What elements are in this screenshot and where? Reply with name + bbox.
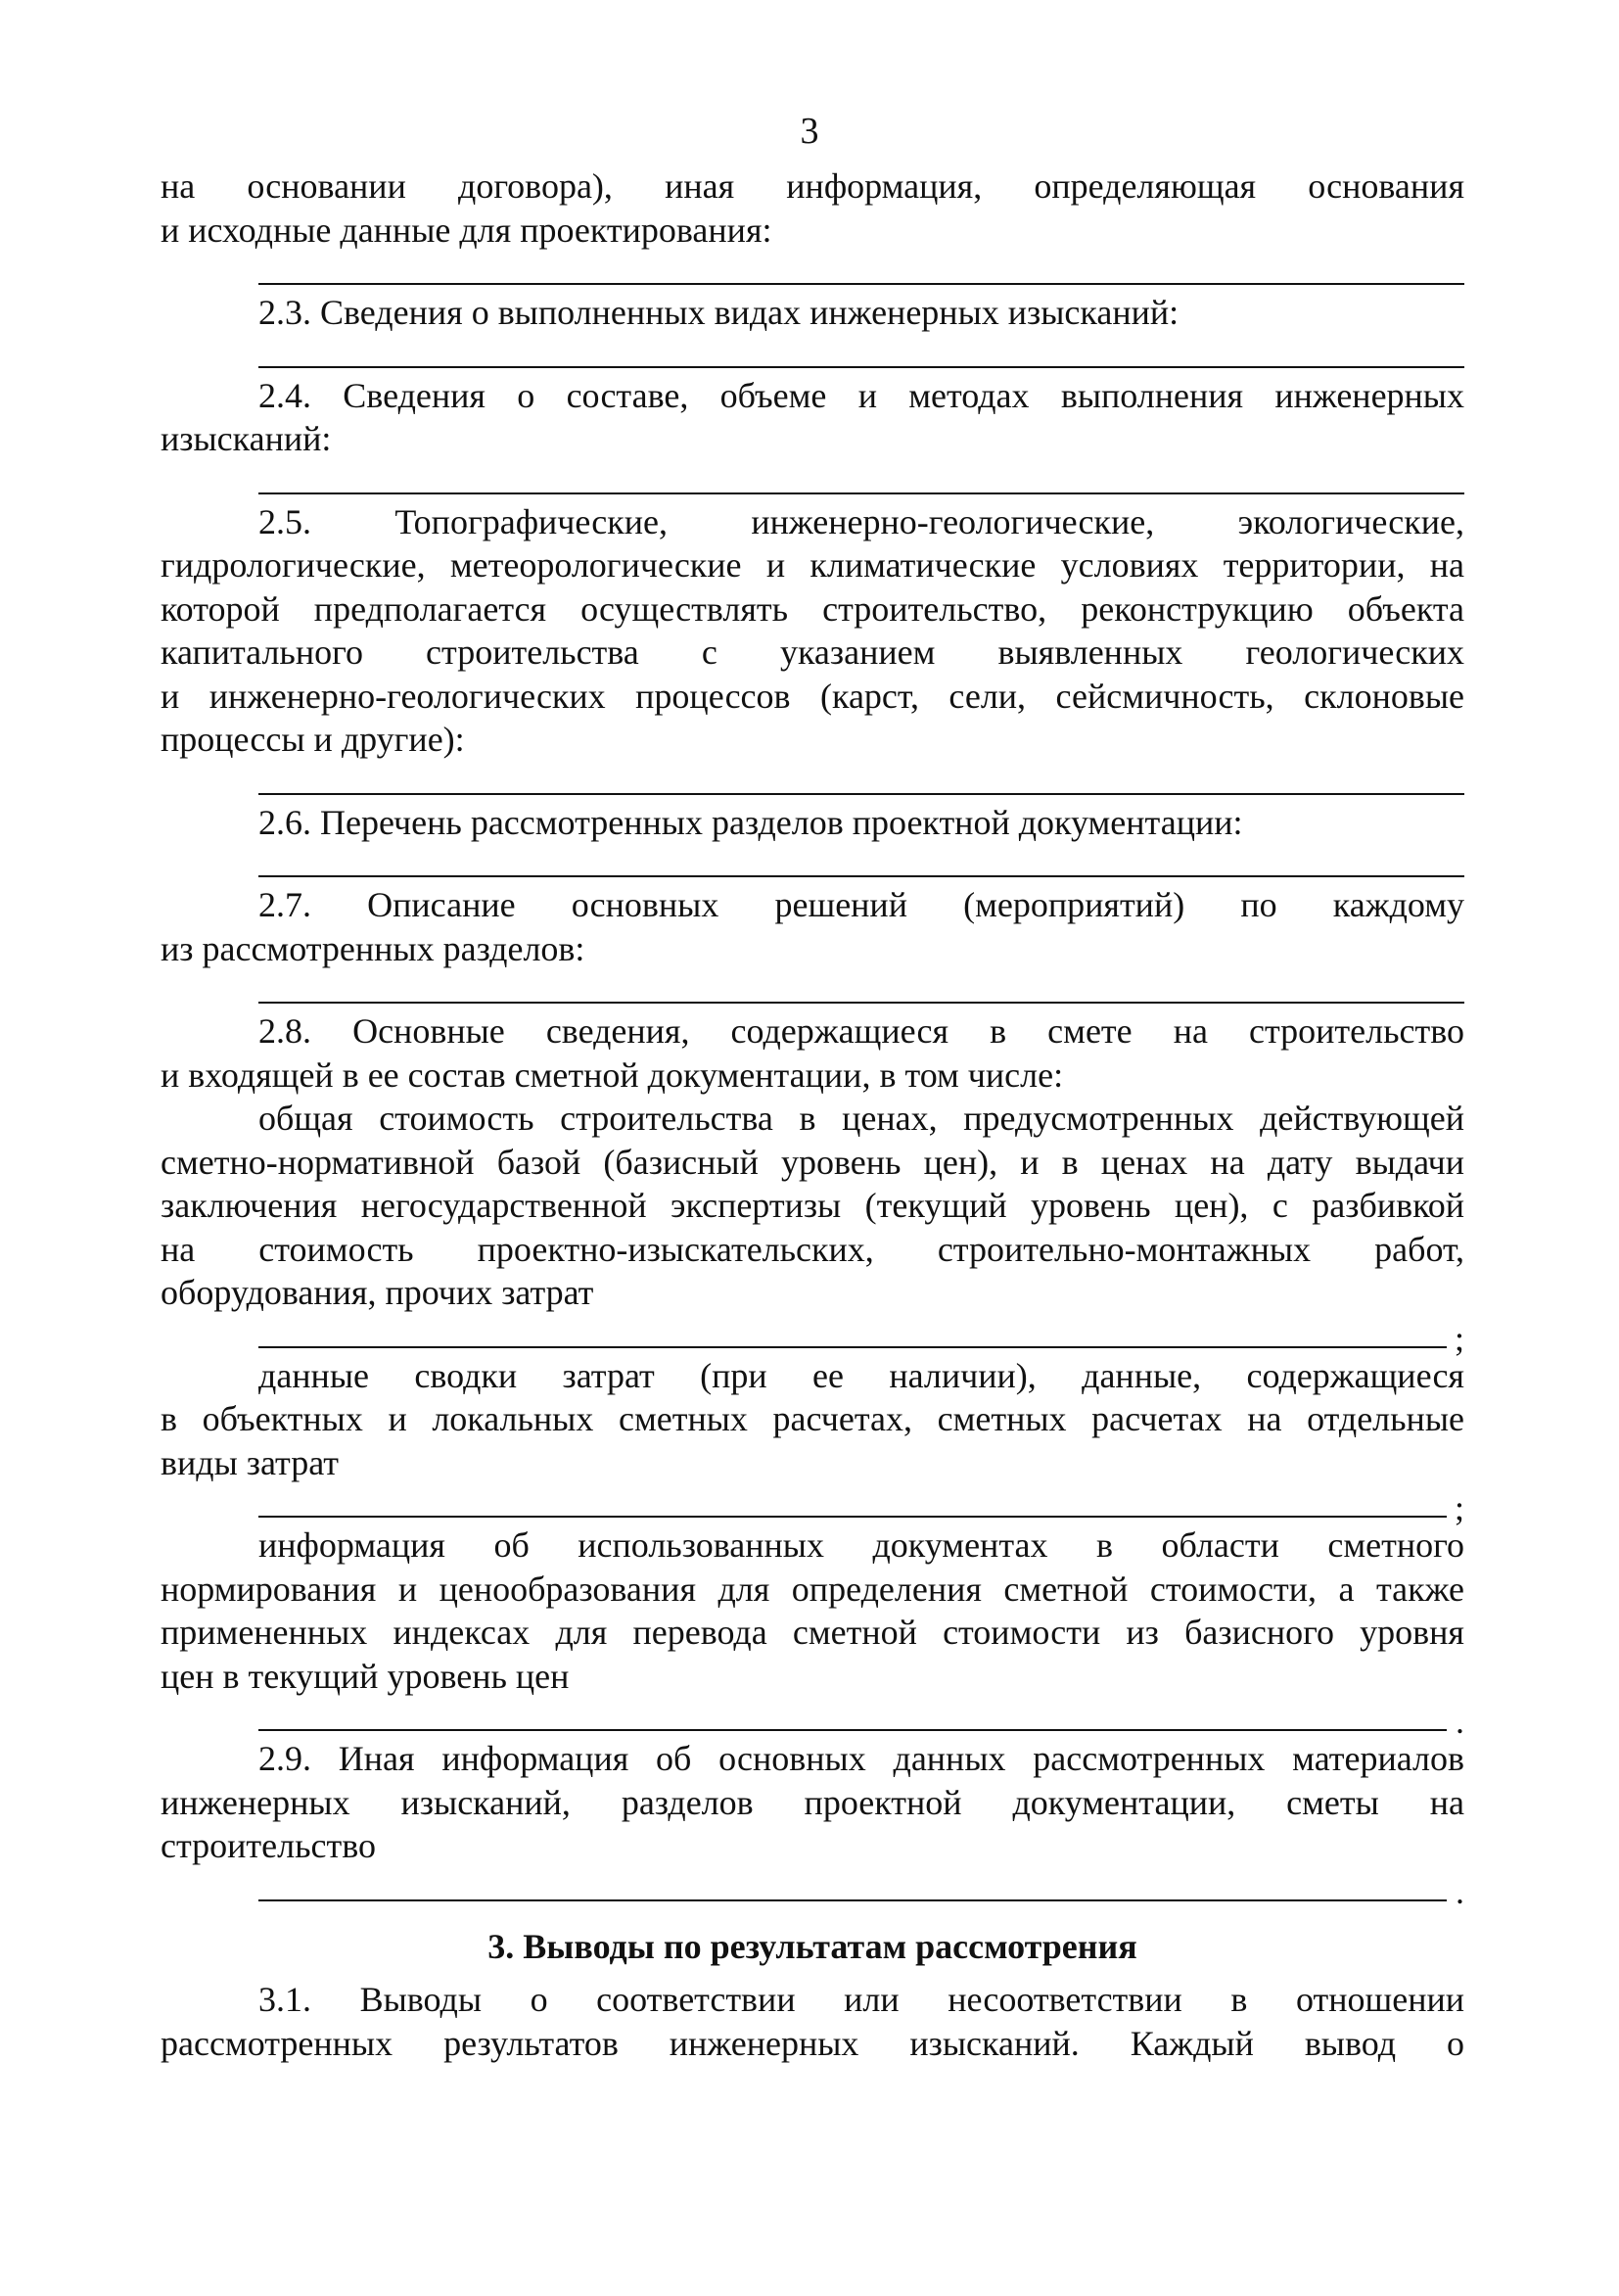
fill-in-line [258, 252, 1464, 291]
fill-in-line [258, 970, 1464, 1009]
section-2-8-docs-line-4: цен в текущий уровень цен [161, 1656, 570, 1696]
section-2-8-cost-line-3: заключения негосударственной экспертизы (текущий уровень цен), с разбивкой [161, 1186, 1464, 1225]
section-2-8-docs-line-3: примененных индексах для перевода сметной стоимости из базисного уровня [161, 1613, 1464, 1652]
section-2-8-cost-line-5: оборудования, прочих затрат [161, 1273, 594, 1312]
fill-in-line [258, 1868, 1464, 1911]
fill-in-line [258, 844, 1464, 883]
section-2-4-line-2: изысканий: [161, 419, 332, 458]
fill-in-line [258, 1698, 1464, 1741]
section-3-1-line-2: рассмотренных результатов инженерных изысканий. Каждый вывод о [161, 2023, 1464, 2063]
section-2-4-line-1: 2.4. Сведения о составе, объеме и методах выполнения инженерных [258, 375, 1464, 415]
paragraph-intro-line-2: и исходные данные для проектирования: [161, 210, 772, 250]
section-2-8-line-2: и входящей в ее состав сметной документации, в том числе: [161, 1054, 1064, 1095]
page-number: 3 [800, 111, 819, 152]
line-end-period: . [1456, 1871, 1464, 1911]
section-2-9-line-2: инженерных изысканий, разделов проектной документации, сметы на [161, 1782, 1464, 1822]
paragraph-intro-line-1: на основании договора), иная информация, определяющая основания [161, 166, 1464, 206]
section-2-8-summary-line-1: данные сводки затрат (при ее наличии), данные, содержащиеся [258, 1355, 1464, 1395]
section-2-5-line-3: которой предполагается осуществлять строительство, реконструкцию объекта [161, 588, 1464, 629]
section-2-7-line-1: 2.7. Описание основных решений (мероприятий) по каждому [258, 885, 1464, 924]
fill-in-line [258, 1484, 1464, 1527]
section-2-6: 2.6. Перечень рассмотренных разделов проектной документации: [258, 802, 1243, 842]
line-end-semicolon: ; [1454, 1488, 1464, 1527]
section-2-5-line-4: капитального строительства с указанием выявленных геологических [161, 633, 1464, 672]
section-2-8-cost-line-1: общая стоимость строительства в ценах, предусмотренных действующей [258, 1099, 1464, 1138]
section-2-9-line-1: 2.9. Иная информация об основных данных рассмотренных материалов [258, 1739, 1464, 1778]
fill-in-line [258, 762, 1464, 801]
section-2-3: 2.3. Сведения о выполненных видах инженерных изысканий: [258, 293, 1180, 332]
section-2-5-line-1: 2.5. Топографические, инженерно-геологические, экологические, [258, 501, 1464, 541]
section-2-5-line-5: и инженерно-геологических процессов (карст, сели, сейсмичность, склоновые [161, 676, 1464, 716]
section-3-heading: 3. Выводы по результатам рассмотрения [487, 1926, 1137, 1966]
section-3-1-line-1: 3.1. Выводы о соответствии или несоответствии в отношении [258, 1980, 1464, 2019]
fill-in-line [258, 1315, 1464, 1358]
line-end-period: . [1456, 1702, 1464, 1741]
section-2-8-docs-line-2: нормирования и ценообразования для определения сметной стоимости, а также [161, 1569, 1464, 1609]
section-2-8-cost-line-2: сметно-нормативной базой (базисный уровень цен), и в ценах на дату выдачи [161, 1142, 1464, 1182]
section-2-8-summary-line-3: виды затрат [161, 1442, 339, 1482]
section-2-5-line-6: процессы и другие): [161, 720, 465, 759]
fill-in-line [258, 461, 1464, 500]
fill-in-line [258, 335, 1464, 374]
section-2-8-docs-line-1: информация об использованных документах в области сметного [258, 1525, 1464, 1565]
section-2-5-line-2: гидрологические, метеорологические и климатические условиях территории, на [161, 545, 1464, 585]
section-2-7-line-2: из рассмотренных разделов: [161, 928, 585, 968]
page-content [161, 164, 1464, 2065]
section-2-8-line-1: 2.8. Основные сведения, содержащиеся в смете на строительство [258, 1011, 1464, 1051]
line-end-semicolon: ; [1454, 1318, 1464, 1358]
section-2-8-summary-line-2: в объектных и локальных сметных расчетах, сметных расчетах на отдельные [161, 1399, 1464, 1438]
section-2-9-line-3: строительство [161, 1826, 376, 1865]
section-2-8-cost-line-4: на стоимость проектно-изыскательских, строительно-монтажных работ, [161, 1229, 1464, 1269]
